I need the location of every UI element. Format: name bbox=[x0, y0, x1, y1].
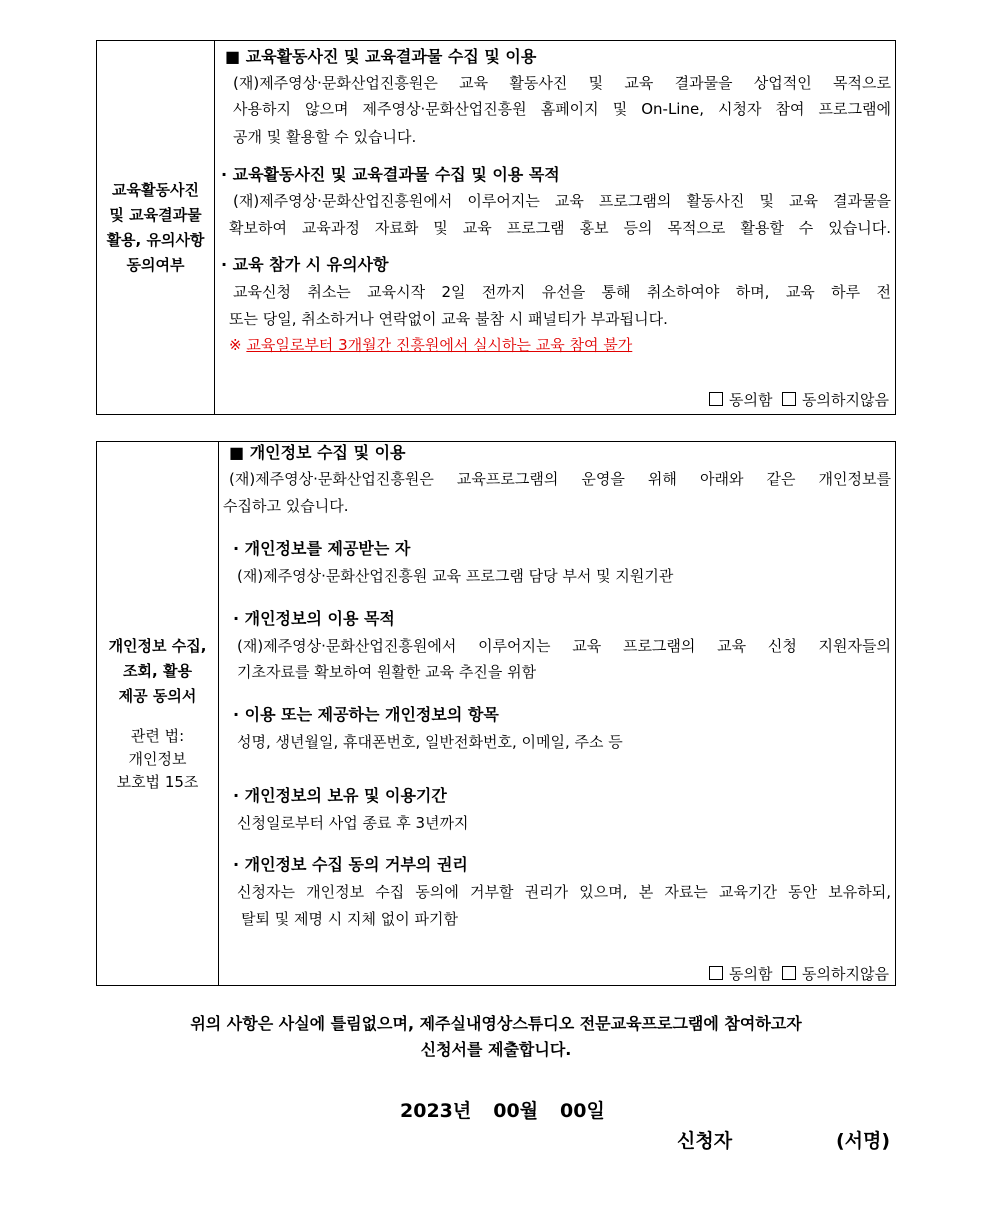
checkbox-icon[interactable] bbox=[709, 392, 723, 406]
privacy-consent-section bbox=[96, 441, 896, 986]
privacy-consent-content bbox=[219, 442, 895, 985]
checkbox-icon[interactable] bbox=[782, 966, 796, 980]
warning-text: 교육일로부터 3개월간 진흥원에서 실시하는 교육 참여 불가 bbox=[246, 336, 633, 354]
law-reference-line: 개인정보 bbox=[128, 749, 187, 768]
section-label-line: 활용, 유의사항 bbox=[106, 230, 205, 249]
purpose-title: · 교육활동사진 및 교육결과물 수집 및 이용 목적 bbox=[221, 165, 560, 184]
intro-line: 수집하고 있습니다. bbox=[223, 497, 349, 515]
agree-option[interactable] bbox=[709, 965, 772, 983]
law-reference-line: 보호법 15조 bbox=[116, 772, 199, 791]
item-line: 기초자료를 확보하여 원활한 교육 추진을 위함 bbox=[237, 663, 537, 681]
photo-consent-content bbox=[215, 41, 895, 414]
section-label-line: 동의여부 bbox=[126, 255, 185, 274]
item-title: · 이용 또는 제공하는 개인정보의 항목 bbox=[233, 705, 499, 724]
statement-line: 신청서를 제출합니다. bbox=[420, 1040, 572, 1059]
privacy-consent-label-cell bbox=[97, 442, 219, 985]
date-month: 00월 bbox=[493, 1100, 539, 1122]
disagree-option[interactable] bbox=[782, 965, 889, 983]
agree-option[interactable] bbox=[709, 391, 772, 409]
item-title: · 개인정보의 이용 목적 bbox=[233, 609, 395, 628]
item-title: · 개인정보의 보유 및 이용기간 bbox=[233, 786, 447, 805]
caution-line: 교육신청 취소는 교육시작 2일 전까지 유선을 통해 취소하여야 하며, 교육 하루 전 bbox=[233, 283, 891, 301]
photo-consent-section bbox=[96, 40, 896, 415]
item-line: 신청자는 개인정보 수집 동의에 거부할 권리가 있으며, 본 자료는 교육기간 동안 보유하되, bbox=[237, 883, 891, 901]
item-line: 신청일로부터 사업 종료 후 3년까지 bbox=[237, 814, 469, 832]
section-heading: ■ 교육활동사진 및 교육결과물 수집 및 이용 bbox=[225, 47, 537, 66]
warning-line bbox=[229, 335, 632, 355]
applicant-label: 신청자 bbox=[677, 1130, 733, 1152]
date-day: 00일 bbox=[560, 1100, 605, 1122]
item-title: · 개인정보를 제공받는 자 bbox=[233, 539, 411, 558]
photo-consent-label-cell bbox=[97, 41, 215, 414]
disagree-label: 동의하지않음 bbox=[802, 965, 889, 983]
caution-line: 또는 당일, 취소하거나 연락없이 교육 불참 시 패널티가 부과됩니다. bbox=[229, 310, 668, 328]
section-label-line: 및 교육결과물 bbox=[109, 205, 202, 224]
intro-line: (재)제주영상·문화산업진흥원은 교육 활동사진 및 교육 결과물을 상업적인 목적으로 bbox=[233, 74, 891, 92]
item-line: 성명, 생년월일, 휴대폰번호, 일반전화번호, 이메일, 주소 등 bbox=[237, 733, 623, 751]
intro-line: (재)제주영상·문화산업진흥원은 교육프로그램의 운영을 위해 아래와 같은 개인정보를 bbox=[229, 470, 891, 488]
section-label-line: 교육활동사진 bbox=[112, 180, 199, 199]
item-line: (재)제주영상·문화산업진흥원에서 이루어지는 교육 프로그램의 교육 신청 지원자들의 bbox=[237, 637, 891, 655]
section-label-line: 제공 동의서 bbox=[118, 686, 197, 705]
purpose-line: 확보하여 교육과정 자료화 및 교육 프로그램 홍보 등의 목적으로 활용할 수 있습니다. bbox=[229, 219, 891, 237]
item-line: 탈퇴 및 제명 시 지체 없이 파기함 bbox=[241, 910, 458, 928]
section-label-line: 개인정보 수집, bbox=[108, 636, 207, 655]
caution-title: · 교육 참가 시 유의사항 bbox=[221, 255, 389, 274]
section-label-line: 조회, 활용 bbox=[123, 661, 192, 680]
signature-line bbox=[677, 1126, 891, 1153]
warning-mark: ※ bbox=[229, 336, 242, 354]
disagree-option[interactable] bbox=[782, 391, 889, 409]
item-title: · 개인정보 수집 동의 거부의 권리 bbox=[233, 855, 468, 874]
disagree-label: 동의하지않음 bbox=[802, 391, 889, 409]
date-year: 2023년 bbox=[400, 1100, 472, 1122]
agree-label: 동의함 bbox=[729, 391, 773, 409]
section-heading: ■ 개인정보 수집 및 이용 bbox=[229, 443, 406, 462]
privacy-consent-options bbox=[709, 963, 889, 984]
agree-label: 동의함 bbox=[729, 965, 773, 983]
photo-consent-options bbox=[709, 389, 889, 410]
signature-field[interactable]: (서명) bbox=[836, 1130, 891, 1152]
intro-line: 사용하지 않으며 제주영상·문화산업진흥원 홈페이지 및 On-Line, 시청자 참여 프로그램에 bbox=[233, 100, 891, 118]
purpose-line: (재)제주영상·문화산업진흥원에서 이루어지는 교육 프로그램의 활동사진 및 교육 결과물을 bbox=[233, 192, 891, 210]
checkbox-icon[interactable] bbox=[709, 966, 723, 980]
submission-date bbox=[400, 1096, 605, 1123]
statement-line: 위의 사항은 사실에 틀림없으며, 제주실내영상스튜디오 전문교육프로그램에 참여하고자 bbox=[190, 1014, 802, 1033]
law-reference-line: 관련 법: bbox=[130, 726, 185, 745]
item-line: (재)제주영상·문화산업진흥원 교육 프로그램 담당 부서 및 지원기관 bbox=[237, 567, 674, 585]
intro-line: 공개 및 활용할 수 있습니다. bbox=[233, 128, 417, 146]
checkbox-icon[interactable] bbox=[782, 392, 796, 406]
